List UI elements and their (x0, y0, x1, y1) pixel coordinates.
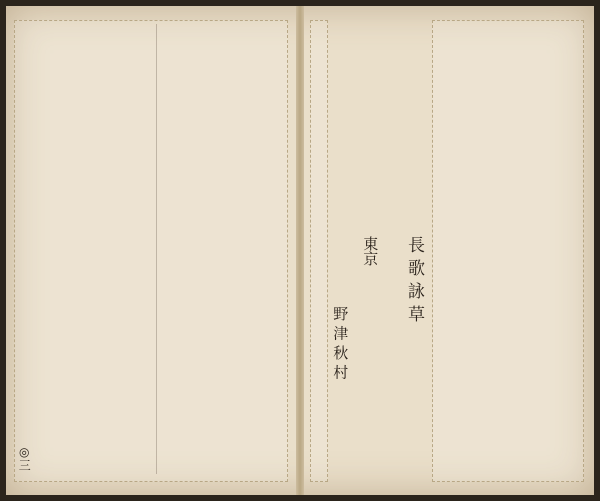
author-name: 野津秋村 (331, 306, 350, 384)
right-page (302, 6, 594, 495)
section-heading: 長歌詠草 (403, 236, 424, 328)
right-page-body-text-placeholder (432, 20, 584, 482)
author-place: 東京 (361, 236, 380, 266)
column-rule (156, 24, 157, 474)
left-page-body-text-placeholder (14, 20, 288, 482)
page-number: ◎三 (17, 445, 32, 471)
left-page (6, 6, 298, 495)
book-spread (6, 6, 594, 495)
right-page-lower-text-placeholder (310, 20, 328, 482)
